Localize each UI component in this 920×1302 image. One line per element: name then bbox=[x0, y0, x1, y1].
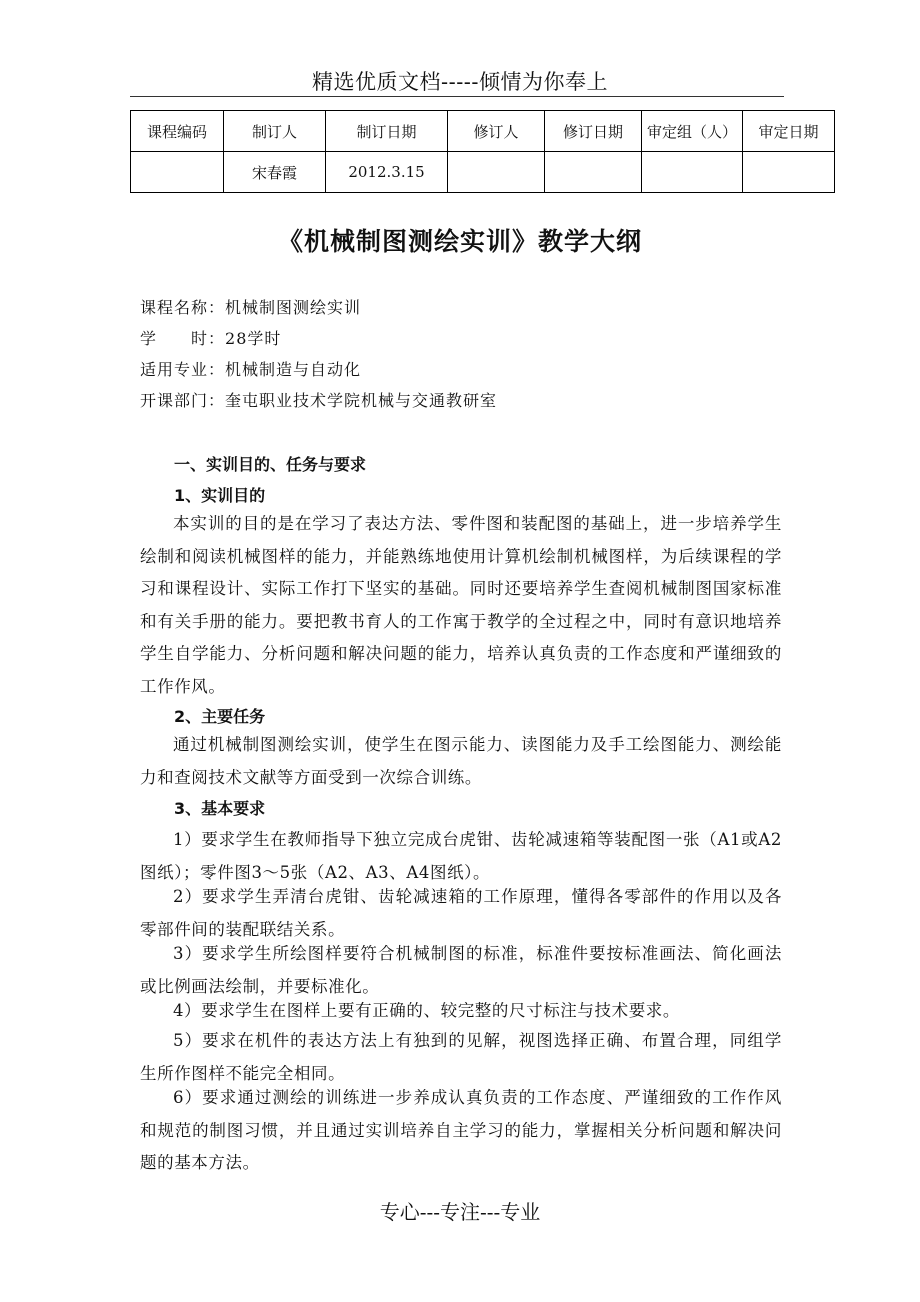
table-header-cell: 制订人 bbox=[224, 111, 326, 152]
requirement-item: 3）要求学生所绘图样要符合机械制图的标准，标准件要按标准画法、简化画法或比例画法绘制，并要标准化。 bbox=[140, 944, 782, 996]
section-heading: 一、实训目的、任务与要求 bbox=[174, 455, 367, 474]
subsection-heading: 3、基本要求 bbox=[174, 799, 266, 818]
info-value: 奎屯职业技术学院机械与交通教研室 bbox=[225, 391, 498, 410]
requirement-item: 5）要求在机件的表达方法上有独到的见解，视图选择正确、布置合理，同组学生所作图样不能完全相同。 bbox=[140, 1031, 782, 1083]
info-label: 开课部门： bbox=[140, 391, 226, 410]
table-header-cell: 修订日期 bbox=[545, 111, 642, 152]
table-header-cell: 审定组（人） bbox=[642, 111, 743, 152]
info-value: 机械制图测绘实训 bbox=[225, 298, 362, 317]
table-cell bbox=[448, 152, 545, 193]
subsection-heading: 2、主要任务 bbox=[174, 707, 266, 726]
paragraph: 通过机械制图测绘实训，使学生在图示能力、读图能力及手工绘图能力、测绘能力和查阅技术文献等方面受到一次综合训练。 bbox=[140, 735, 782, 787]
table-row bbox=[131, 152, 835, 193]
requirement-item: 4）要求学生在图样上要有正确的、较完整的尺寸标注与技术要求。 bbox=[173, 1001, 680, 1020]
info-course-name bbox=[140, 295, 361, 318]
requirement-item: 2）要求学生弄清台虎钳、齿轮减速箱的工作原理，懂得各零部件的作用以及各零部件间的装配联结关系。 bbox=[140, 887, 782, 939]
info-major bbox=[140, 357, 361, 380]
table-header-row bbox=[131, 111, 835, 152]
page-footer: 专心---专注---专业 bbox=[379, 1200, 541, 1224]
subsection-heading: 1、实训目的 bbox=[174, 486, 266, 505]
info-label: 课程名称： bbox=[140, 298, 226, 317]
revision-table bbox=[130, 110, 835, 193]
table-cell bbox=[545, 152, 642, 193]
table-cell bbox=[131, 152, 224, 193]
document-title: 《机械制图测绘实训》教学大纲 bbox=[277, 227, 642, 256]
info-label: 适用专业： bbox=[140, 360, 226, 379]
table-header-cell: 制订日期 bbox=[326, 111, 448, 152]
page-header: 精选优质文档-----倾情为你奉上 bbox=[312, 70, 608, 94]
table-cell: 2012.3.15 bbox=[326, 152, 448, 193]
table-cell: 宋春霞 bbox=[224, 152, 326, 193]
paragraph: 本实训的目的是在学习了表达方法、零件图和装配图的基础上，进一步培养学生绘制和阅读机械图样的能力，并能熟练地使用计算机绘制机械图样，为后续课程的学习和课程设计、实际工作打下坚实的基础。同时还要培养学生查阅机械制图国家标准和有关手册的能力。要把教书育人的工作寓于教学的全过程之中，同时有意识地培养学生自学能力、分析问题和解决问题的能力，培养认真负责的工作态度和严谨细致的工作作风。 bbox=[140, 514, 782, 696]
table-header-cell: 审定日期 bbox=[743, 111, 835, 152]
info-label: 学 时： bbox=[140, 329, 226, 348]
info-hours bbox=[140, 326, 281, 349]
requirement-item: 1）要求学生在教师指导下独立完成台虎钳、齿轮减速箱等装配图一张（A1或A2图纸）；零件图3～5张（A2、A3、A4图纸）。 bbox=[140, 830, 782, 882]
table-header-cell: 修订人 bbox=[448, 111, 545, 152]
header-divider bbox=[130, 96, 784, 97]
info-value: 28学时 bbox=[225, 329, 282, 348]
table-cell bbox=[743, 152, 835, 193]
table-cell bbox=[642, 152, 743, 193]
info-value: 机械制造与自动化 bbox=[225, 360, 362, 379]
info-department bbox=[140, 388, 497, 411]
requirement-item: 6）要求通过测绘的训练进一步养成认真负责的工作态度、严谨细致的工作作风和规范的制图习惯，并且通过实训培养自主学习的能力，掌握相关分析问题和解决问题的基本方法。 bbox=[140, 1088, 782, 1172]
table-header-cell: 课程编码 bbox=[131, 111, 224, 152]
